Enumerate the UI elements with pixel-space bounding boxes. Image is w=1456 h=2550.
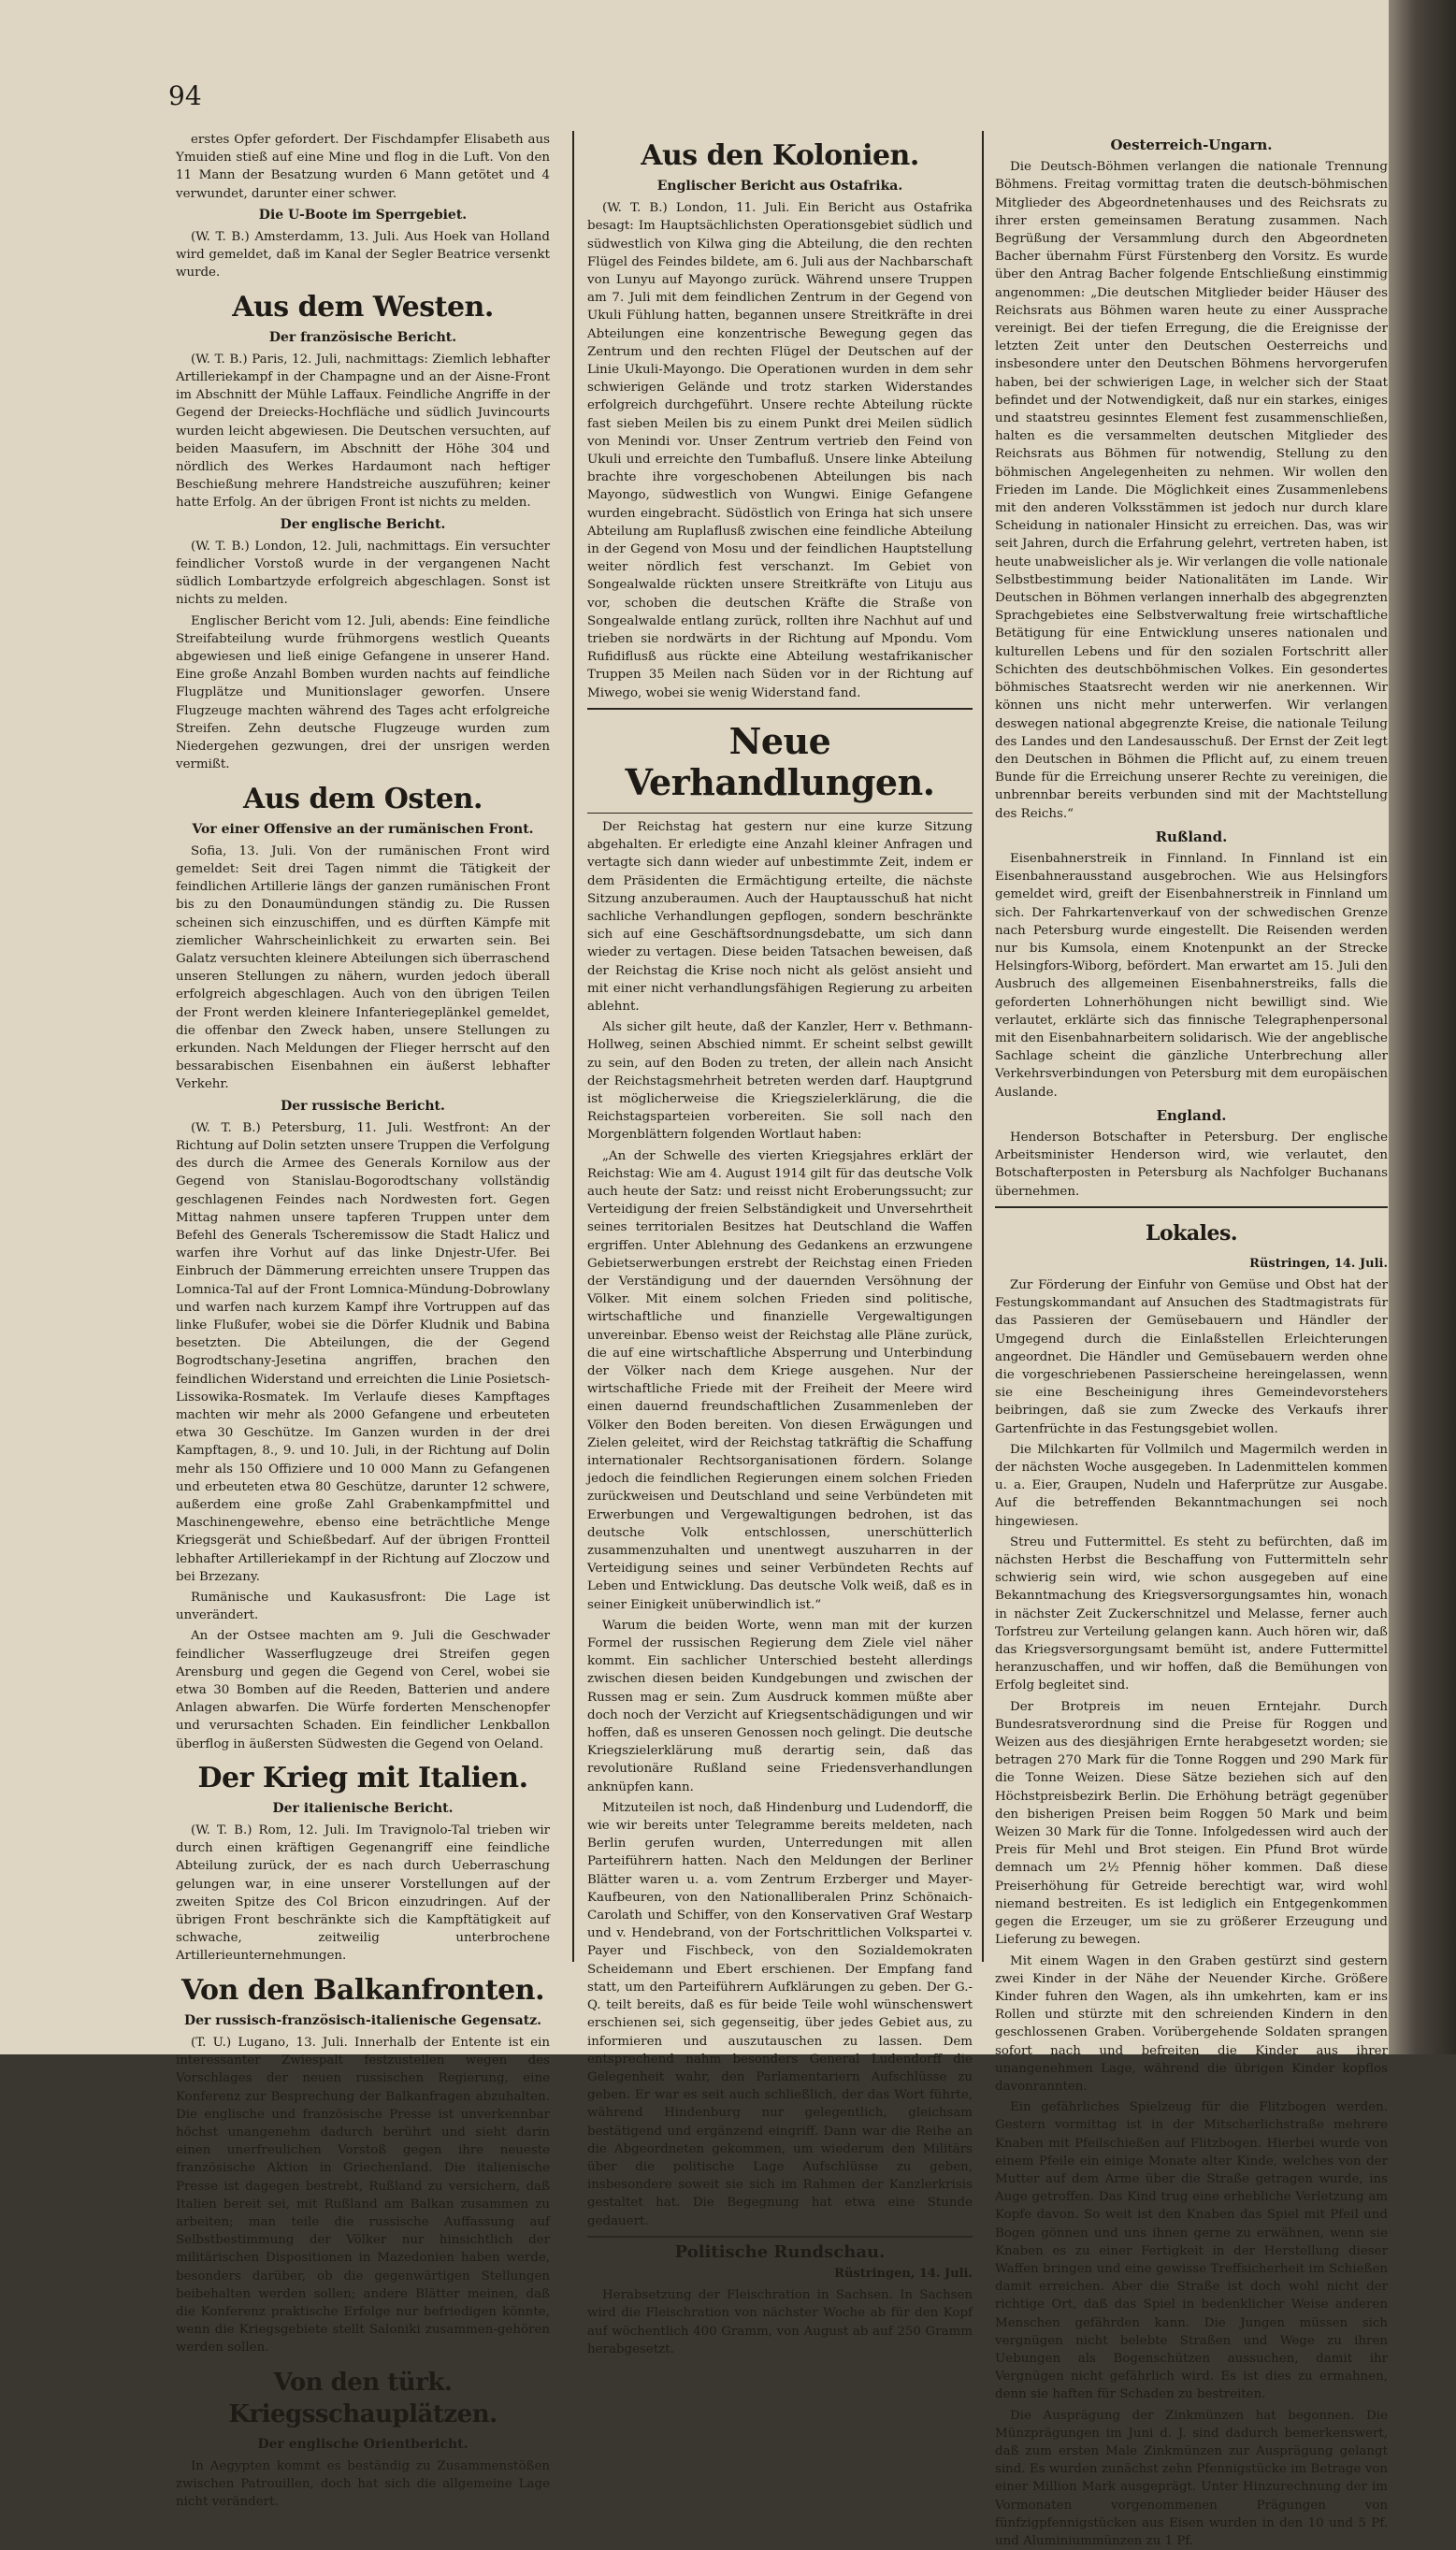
article-text: Die Ausprägung der Zinkmünzen hat begonnen. Die Münzprägungen im Juni d. J. sind dadurch bemerkenswert, daß zum ersten Male Zinkmünzen zur Ausprägung gelangt sind. Es wurden zunächst zehn Pfennigstücke im Betrage von einer Million Mark ausgeprägt. Unter Hinzurechnung der im Vormonaten vorgenommenen Prägungen von fünfzigpfennigstücken aus Eisen wurden in den 10 und 5 Pf. und Aluminiummünzen zu 1 Pf. <box>995 2408 1388 2548</box>
section-rule <box>995 1206 1388 1208</box>
section-rule <box>587 708 973 710</box>
book-binding <box>1389 0 1456 2054</box>
article-text: erstes Opfer gefordert. Der Fischdampfer Elisabeth aus Ymuiden stieß auf eine Mine und flog in die Luft. Von den 11 Mann der Besatzung wurden 6 Mann getötet und 4 verwundet, darunter einer schwer. <box>176 133 550 201</box>
section-title-lokales: Lokales. <box>1145 1220 1238 1246</box>
subheading: Der russische Bericht. <box>281 1098 445 1114</box>
subheading: Der französische Bericht. <box>268 329 457 345</box>
article-text: (W. T. B.) London, 11. Juli. Ein Bericht aus Ostafrika besagt: Im Hauptsächlichsten Operationsgebiet südlich und südwestlich von Kilwa ging die Abteilung, die den rechten Flügel des Feindes bildete, am 6. Juli aus der Nachbarschaft von Lunyu auf Mayongo zurück. Während unsere Truppen am 7. Juli mit dem feindlichen Zentrum in der Gegend von Ukuli Fühlung hatten, begannen unsere Streitkräfte in drei Abteilungen eine konzentrische Bewegung gegen das Zentrum und den rechten Flügel der Deutschen auf der Linie Ukuli-Mayongo. Die Operationen wurden in dem sehr schwierigen Gelände und trotz starken Widerstandes erfolgreich durchgeführt. Unsere rechte Abteilung rückte fast sieben Meilen bis zu einem Punkt drei Meilen südlich von Menindi vor. Unser Zentrum vertrieb den Feind von Ukuli und erreichte den Tumbafluß. Unsere linke Abteilung brachte ihre vorgeschobenen Abteilungen bis nach Mayongo, südwestlich von Wungwi. Einige Gefangene wurden eingebracht. Südöstlich von Eringa hat sich unsere Abteilung am Ruplaflusß zwischen eine feindliche Abteilung in der Gegend von Mosu und der feindlichen Hauptstellung weiter nördlich fest verschanzt. Im Gebiet von Songealwalde rückten unsere Streitkräfte von Lituju aus vor, schoben die deutschen Kräfte die Straße von Songealwalde entlang zurück, rollten ihre Nachhut auf und trieben sie nordwärts in der Richtung auf Mpondu. Vom Rufidiflusß aus rückte eine Abteilung westafrikanischer Truppen 35 Meilen nach Süden vor in der Richtung auf Miwego, wobei sie wenig Widerstand fand. <box>587 201 973 700</box>
article-text: (T. U.) Lugano, 13. Juli. Innerhalb der Entente ist ein interessanter Zwiespalt festzustellen wegen des Vorschlages der neuen russischen Regierung, eine Konferenz zur Besprechung der Balkanfragen abzuhalten. Die englische und französische Presse ist unverkennbar höchst unangenehm dadurch berührt und sieht darin einen unerfreulichen Vorstoß gegen ihre neueste französische Aktion in Griechenland. Die italienische Presse ist dagegen bestrebt, Rußland zu versichern, daß Italien bereit sei, mit Rußland am Balkan zusammen zu arbeiten; man teile die russische Auffassung auf Selbstbestimmung der Völker nur hinsichtlich der militärischen Dispositionen in Mazedonien haben werde, besonders darüber, ob die gegenwärtigen Stellungen beibehalten werden sollen; andere Blätter meinen, daß die Konferenz praktische Erfolge nur befriedigen könnte, wenn die Kriegsgebiete stellt Saloniki zusammen-gehören werden sollen. <box>176 2035 550 2356</box>
page-number: 94 <box>168 80 202 111</box>
article-text: Zur Förderung der Einfuhr von Gemüse und Obst hat der Festungskommandant auf Ansuchen des Stadtmagistrats für das Passieren der Gemüsebauern und Händler der Umgegend durch die Einlaßstellen Erleichterungen angeordnet. Die Händler und Gemüsebauern werden ohne die vorgeschriebenen Passierscheine hereingelassen, wenn sie eine Bescheinigung ihres Gemeindevorstehers beibringen, daß sie zum Zwecke des Verkaufs ihrer Gartenfrüchte in das Festungsgebiet wollen. <box>995 1277 1388 1436</box>
article-text: (W. T. B.) London, 12. Juli, nachmittags. Ein versuchter feindlicher Vorstoß wurde in der vergangenen Nacht südlich Lombartzyde erfolgreich abgeschlagen. Sonst ist nichts zu melden. <box>176 539 550 608</box>
section-title-westen: Aus dem Westen. <box>232 290 494 324</box>
column-middle <box>587 131 973 2356</box>
column-divider <box>572 131 574 1962</box>
article-text: Ein gefährliches Spielzeug für die Flitzbogen werden. Gestern vormittag ist in der Mitscherlichstraße mehrere Knaben mit Pfeilschießen auf Flitzbogen. Hierbei wurde von einem Pfeile ein einige Monate alter Kinde, welches von der Mutter auf dem Arme über die Straße getragen wurde, ins Auge getroffen. Das Kind trug eine erhebliche Verletzung am Kopfe davon. So weit ist den Knaben das Spiel mit Pfeil und Bogen gönnen und uns ihnen gerne zu erwähnen, wenn sie Knaben es zu einer Fertigkeit in der Herstellung dieser Waffen bringen und eine gewisse Treffsicherheit im Schießen damit erreichen. Aber die Straße ist doch wohl nicht der richtige Ort, daß das Spiel in bedenklicher Weise anderen Menschen gefährden kann. Die Jungen müssen sich vergnügen nicht belebte Straßen und Wege zu ihren Uebungen als Bogenschützen aussuchen, damit ihr Vergnügen nicht gefährlich wird. Es ist dies zu ermahnen, denn sie haften für Schaden zu bestreiten. <box>995 2100 1388 2402</box>
section-rule <box>587 2236 973 2238</box>
section-title-tuerk: Von den türk. Kriegsschauplätzen. <box>228 2368 497 2428</box>
article-text: Englischer Bericht vom 12. Juli, abends: Eine feindliche Streifabteilung wurde frühmorgens westlich Queants abgewiesen und ließ einige Gefangene in unserer Hand. Eine große Anzahl Bomben wurden nachts auf feindliche Flugplätze und Munitionslager geworfen. Unsere Flugzeuge machten während des Tages acht erfolgreiche Streifen. Zehn deutsche Flugzeuge wurden zum Niedergehen gezwungen, drei der unsrigen werden vermißt. <box>176 613 550 772</box>
section-title-osten: Aus dem Osten. <box>243 782 483 815</box>
article-text: In Aegypten kommt es beständig zu Zusammenstößen zwischen Patrouillen, doch hat sich die allgemeine Lage nicht verändert. <box>176 2458 550 2510</box>
subheading: Der englische Bericht. <box>280 516 446 532</box>
article-text: Streu und Futtermittel. Es steht zu befürchten, daß im nächsten Herbst die Beschaffung von Futtermitteln sehr schwierig sein wird, wie schon ausgegeben auf eine Bekanntmachung des Kriegsversorgungsamtes hin, wonach in nächster Zeit Zuckerschnitzel und Melasse, ferner auch Torfstreu zur Verteilung gelangen kann. Auch hören wir, daß das Kriegsversorgungsamt bemüht ist, andere Futtermittel heranzuschaffen, und wir hoffen, daß die Bemühungen von Erfolg begleitet sind. <box>995 1534 1388 1693</box>
article-text: (W. T. B.) Petersburg, 11. Juli. Westfront: An der Richtung auf Dolin setzten unsere Truppen die Verfolgung des durch die Armee des Generals Kornilow aus der Gegend von Stanislau-Bogorodtschany vollständig geschlagenen Feindes nach Nordwesten fort. Gegen Mittag nahmen unsere tapferen Truppen unter dem Befehl des Generals Tscheremissow die Stadt Halicz und warfen ihre Vorhut auf das linke Dnjestr-Ufer. Bei Einbruch der Dämmerung erreichten unsere Truppen das Lomnica-Tal auf der Front Lomnica-Mündung-Dobrowlany und warfen nach kurzem Kampf ihre Vortruppen auf das linke Flußufer, wobei sie die Dörfer Kludnik und Babina besetzten. Die Abteilungen, die der Gegend Bogrodtschany-Jesetina angriffen, brachen den feindlichen Widerstand und erreichten die Linie Posietsch-Lissowika-Rosmatek. Im Verlaufe dieses Kampftages machten wir mehr als 2000 Gefangene und erbeuteten etwa 30 Geschütze. Im Ganzen wurden in der drei Kampftagen, 8., 9. und 10. Juli, in der Richtung auf Dolin mehr als 150 Offiziere und 10 000 Mann zu Gefangenen und erbeuteten etwa 80 Geschütze, darunter 12 schwere, außerdem eine große Zahl Grabenkampfmittel und Maschinengewehre, ebenso eine beträchtliche Menge Kriegsgerät und Schießbedarf. Auf der übrigen Frontteil lebhafter Artilleriekampf in der Richtung auf Zloczow und bei Brzezany. <box>176 1120 550 1584</box>
dateline: Rüstringen, 14. Juli. <box>834 2266 973 2281</box>
subheading: Der englische Orientbericht. <box>257 2436 469 2452</box>
article-text: Die Milchkarten für Vollmilch und Magermilch werden in der nächsten Woche ausgegeben. In Ladenmittelen kommen u. a. Eier, Graupen, Nudeln und Haferprütze zur Ausgabe. Auf die betreffenden Bekanntmachungen sei noch hingewiesen. <box>995 1442 1388 1529</box>
article-text: (W. T. B.) Rom, 12. Juli. Im Travignolo-Tal trieben wir durch einen kräftigen Gegenangriff eine feindliche Abteilung zurück, der es nach durch Ueberraschung gelungen war, in eine unserer Vorstellungen auf der zweiten Spitze des Col Bricon einzudringen. Auf der übrigen Front beschränkte sich die Kampftätigkeit auf schwache, zeitweilig unterbrochene Artillerieunternehmungen. <box>176 1823 550 1964</box>
section-title-kolonien: Aus den Kolonien. <box>641 139 919 172</box>
article-text: An der Ostsee machten am 9. Juli die Geschwader feindlicher Wasserflugzeuge drei Streifen gegen Arensburg und gegen die Gegend von Cerel, wobei sie etwa 30 Bomben auf die Reeden, Batterien und andere Anlagen abwarfen. Die Würfe forderten Menschenopfer und verursachten Schaden. Ein feindlicher Lenkballon überflog in äußersten Südwesten die Gegend von Oeland. <box>176 1629 550 1751</box>
article-text: Rumänische und Kaukasusfront: Die Lage ist unverändert. <box>176 1591 550 1623</box>
article-text: Mitzuteilen ist noch, daß Hindenburg und Ludendorff, die wie wir bereits unter Telegramme bereits meldeten, nach Berlin gerufen wurden, Unterredungen mit allen Parteiführern hatten. Nach den Meldungen der Berliner Blätter waren u. a. vom Zentrum Erzberger und Mayer-Kaufbeuren, von den Nationalliberalen Prinz Schönaich-Carolath und Schiffer, von den Konservativen Graf Westarp und v. Hendebrand, von der Fortschrittlichen Volkspartei v. Payer und Fischbeck, von den Sozialdemokraten Scheidemann und Ebert erschienen. Der Empfang fand statt, um den Parteiführern Aufklärungen zu geben. Der G.-Q. teilt bereits, daß es für beide Teile wohl wünschenswert erschienen sei, sich gegenseitig, über jedes Gebiet aus, zu informieren und auszutauschen zu lassen. Dem entsprechend nahm besonders General Ludendorff die Gelegenheit wahr, den Parlamentariern Aufschlüsse zu geben. Er war es seit auch schließlich, der das Wort führte, während Hindenburg nur gelegentlich, gleichsam bestätigend und ergänzend eingriff. Dann war die Reihe an die Abgeordneten gekommen, um wiederum den Militärs über die politische Lage Aufschlüsse zu geben, insbesondere soweit sie sich im Rahmen der Kanzlerkrisis gestaltet hat. Die Begegnung hat etwa eine Stunde gedauert. <box>587 1800 973 2228</box>
section-title-oesterreich: Oesterreich-Ungarn. <box>1110 137 1273 153</box>
subheading: Rußland. <box>1155 828 1228 845</box>
section-title-balkan: Von den Balkanfronten. <box>180 1973 545 2007</box>
column-right <box>995 131 1388 2548</box>
section-title-italien: Der Krieg mit Italien. <box>197 1761 528 1794</box>
subheading: Vor einer Offensive an der rumänischen Front. <box>192 821 534 837</box>
subheading: Die U-Boote im Sperrgebiet. <box>258 207 468 223</box>
quote-text: „An der Schwelle des vierten Kriegsjahres erklärt der Reichstag: Wie am 4. August 1914 gilt für das deutsche Volk auch heute der Satz: und reisst nicht Eroberungssucht; zur Verteidigung der freien Selbständigkeit und Unversehrtheit seines territorialen Besitzes hat Deutschland die Waffen ergriffen. Unter Ablehnung des Gedankens an erzwungene Gebietserwerbungen erstrebt der Reichstag einen Frieden der Verständigung und der dauernden Versöhnung der Völker. Mit einem solchen Frieden sind politische, wirtschaftliche und finanzielle Vergewaltigungen unvereinbar. Ebenso weist der Reichstag alle Pläne zurück, die auf eine wirtschaftliche Absperrung und Unterbindung der Völker nach dem Kriege ausgehen. Nur der wirtschaftliche Friede mit der Freiheit der Meere wird einen dauernd freundschaftlichen Zusammenleben der Völker den Boden bereiten. Von diesen Erwägungen und Zielen geleitet, wird der Reichstag tatkräftig die Schaffung internationaler Rechtsorganisationen fördern. Solange jedoch die feindlichen Regierungen einem solchen Frieden zurückweisen und Deutschland und seine Verbündeten mit Erwerbungen und Vergewaltigungen bedrohen, ist das deutsche Volk entschlossen, unerschütterlich zusammenzuhalten und unentwegt auszuharren in der Verteidigung seines und seiner Verbündeten Rechts auf Leben und Entwicklung. Das deutsche Volk weiß, daß es in seiner Einigkeit unüberwindlich ist.“ <box>587 1148 973 1612</box>
article-text: (W. T. B.) Paris, 12. Juli, nachmittags: Ziemlich lebhafter Artilleriekampf in der Champagne und an der Aisne-Front im Abschnitt der Mühle Laffaux. Feindliche Angriffe in der Gegend der Dreiecks-Hochfläche und südlich Juvincourts wurden leicht abgewiesen. Die Deutschen versuchten, auf beiden Maasufern, im Abschnitt der Höhe 304 und nördlich des Werkes Hardaumont nach heftiger Beschießung mehrere Handstreiche auszuführen; keiner hatte Erfolg. An der übrigen Front ist nichts zu melden. <box>176 352 550 511</box>
subheading: England. <box>1156 1106 1227 1124</box>
subheading: Englischer Bericht aus Ostafrika. <box>656 179 903 194</box>
article-text: Die Deutsch-Böhmen verlangen die nationale Trennung Böhmens. Freitag vormittag traten die deutsch-böhmischen Mitglieder des Abgeordnetenhauses und des Reichsrats zu ihrer ersten gemeinsamen Beratung zusammen. Nach Begrüßung der Versammlung durch den Abgeordneten Bacher übernahm Fürst Fürstenberg den Vorsitz. Es wurde über den Antrag Bacher folgende Entschließung einstimmig angenommen: „Die deutschen Mitglieder beider Häuser des Reichsrats aus Böhmen waren heute zu einer Aussprache vereinigt. Bei der tiefen Erregung, die die Ereignisse der letzten Zeit unter den Deutschen Oesterreichs und insbesondere unter den Deutschen Böhmens hervorgerufen haben, bei der schwierigen Lage, in welcher sich der Staat befindet und der Notwendigkeit, daß nur ein starkes, einiges und staatstreu gesinntes Element fest zusammenschließen, halten es die versammelten deutschen Mitglieder des Reichsrats aus Böhmen für notwendig, Stellung zu den böhmischen Angelegenheiten zu nehmen. Wir wollen den Frieden im Lande. Die Möglichkeit eines Zusammenlebens mit den anderen Volksstämmen ist jedoch nur durch klare Scheidung in nationaler Hinsicht zu erreichen. Das, was wir seit Jahren, durch die Erfahrung gelehrt, vertreten haben, ist heute unabweislicher als je. Wir verlangen die volle nationale Selbstbestimmung beider Nationalitäten im Lande. Wir Deutschen in Böhmen verlangen innerhalb des abgegrenzten Sprachgebietes eine Selbstverwaltung freie wirtschaftliche Betätigung für eine Entwicklung unseres nationalen und kulturellen Lebens und für den sozialen Fortschritt aller Schichten des deutschböhmischen Volkes. Ein gesondertes böhmisches Staatsrecht werden wir nie anerkennen. Wir können uns nicht mehr unterwerfen. Wir verlangen deswegen national abgegrenzte Kreise, die nationale Teilung des Landes und den Landesausschuß. Der Ernst der Zeit legt den Deutschen in Böhmen die Pflicht auf, zu einem treuen Bunde für die Erreichung unserer Rechte zu vereinigen, die unbrennbar bereits verbunden sind mit der Machtstellung des Reichs.“ <box>995 160 1388 821</box>
article-text: Als sicher gilt heute, daß der Kanzler, Herr v. Bethmann-Hollweg, seinen Abschied nimmt. Er scheint selbst gewillt zu sein, auf den Boden zu treten, der allein nach Ansicht der Reichstagsmehrheit betreten werden darf. Hauptgrund ist möglicherweise die Kriegszielerklärung, die die Reichstagsparteien vorbereiten. Sie soll nach den Morgenblättern folgenden Wortlaut haben: <box>587 1020 973 1143</box>
headline-verhandlungen: Neue Verhandlungen. <box>625 719 935 803</box>
article-text: (W. T. B.) Amsterdamm, 13. Juli. Aus Hoek van Holland wird gemeldet, daß im Kanal der Segler Beatrice versenkt wurde. <box>176 230 550 281</box>
subheading: Der russisch-französisch-italienische Gegensatz. <box>183 2012 542 2028</box>
dateline: Rüstringen, 14. Juli. <box>1249 1256 1388 1271</box>
article-text: Mit einem Wagen in den Graben gestürzt sind gestern zwei Kinder in der Nähe der Neuender Kirche. Größere Kinder fuhren den Wagen, als ihn umkehrten, kam er ins Rollen und stürzte mit den schreienden Kindern in den geschlossenen Graben. Vorübergehende Soldaten sprangen sofort nach und befreiten die Kinder aus ihrer unangenehmen Lage, während die übrigen Kinder kopflos davonrannten. <box>995 1953 1388 2094</box>
article-text: Sofia, 13. Juli. Von der rumänischen Front wird gemeldet: Seit drei Tagen nimmt die Tätigkeit der feindlichen Artillerie längs der ganzen rumänischen Front bis zu den Donaumündungen ständig zu. Die Russen scheinen sich einzuschiffen, und es dürften Kämpfe mit ziemlicher Wahrscheinlichkeit zu erwarten sein. Bei Galatz versuchten kleinere Abteilungen sich überraschend unseren Stellungen zu nähern, wurden jedoch überall erfolgreich abgeschlagen. Auch von den übrigen Teilen der Front werden kleinere Infanteriegeplänkel gemeldet, die offenbar den Zweck haben, unsere Stellungen zu erkunden. Nach Meldungen der Flieger herrscht auf den bessarabischen Eisenbahnen ein äußerst lebhafter Verkehr. <box>176 843 550 1092</box>
article-text: Der Brotpreis im neuen Erntejahr. Durch Bundesratsverordnung sind die Preise für Roggen und Weizen aus des diesjährigen Ernte herabgesetzt worden; sie betragen 270 Mark für die Tonne Roggen und 290 Mark für die Tonne Weizen. Diese Sätze beziehen sich auf den Höchstpreisbezirk Berlin. Die Erhöhung beträgt gegenüber den bisherigen Preisen beim Roggen 50 Mark und beim Weizen 30 Mark für die Tonne. Infolgedessen wird auch der Preis für Mehl und Brot steigen. Ein Pfund Brot würde demnach um 2½ Pfennig höher kommen. Daß diese Preiserhöhung für Getreide berechtigt war, wird wohl niemand bestreiten. Es ist lediglich ein Entgegenkommen gegen die Erzeuger, um sie zu größerer Erzeugung und Lieferung zu bewegen. <box>995 1699 1388 1948</box>
article-text: Der Reichstag hat gestern nur eine kurze Sitzung abgehalten. Er erledigte eine Anzahl kleiner Anfragen und vertagte sich dann wieder auf unbestimmte Zeit, indem er dem Präsidenten die Ermächtigung erteilte, die nächste Sitzung anzuberaumen. Auch der Hauptausschuß hat nicht sachliche Verhandlungen gepflogen, sondern beschränkte sich auf eine Geschäftsordnungsdebatte, um sich dann wieder zu vertagen. Diese beiden Tatsachen beweisen, daß der Reichstag die Krise noch nicht als gelöst ansieht und mit einer nicht verhandlungsfähigen Regierung zu arbeiten ablehnt. <box>587 819 973 1014</box>
column-divider <box>982 131 984 1962</box>
article-text: Eisenbahnerstreik in Finnland. In Finnland ist ein Eisenbahnerausstand ausgebrochen. Wie aus Helsingfors gemeldet wird, greift der Eisenbahnerstreik in Finnland um sich. Der Fahrkartenverkauf von der schwedischen Grenze nach Petersburg wurde eingestellt. Die Reisenden werden nur bis Kumsola, einem Knotenpunkt an der Strecke Helsingfors-Wiborg, befördert. Man erwartet am 15. Juli den Ausbruch des allgemeinen Eisenbahnerstreiks, falls die geforderten Lohnerhöhungen nicht bewilligt sind. Wie verlautet, erklärte sich das finnische Telegraphenpersonal mit den Eisenbahnarbeitern solidarisch. Wie der angeblische Sachlage scheint die gänzliche Unterbrechung aller Verkehrsverbindungen von Petersburg mit dem europäischen Auslande. <box>995 851 1388 1100</box>
section-title-rundschau: Politische Rundschau. <box>674 2241 886 2262</box>
column-left <box>176 131 550 2510</box>
subheading: Der italienische Bericht. <box>272 1800 454 1816</box>
article-text: Herabsetzung der Fleischration in Sachsen. In Sachsen wird die Fleischration von nächster Woche ab für den Kopf auf wöchentlich 400 Gramm, von August ab auf 250 Gramm herabgesetzt. <box>587 2288 973 2356</box>
section-rule <box>587 813 973 814</box>
article-text: Warum die beiden Worte, wenn man mit der kurzen Formel der russischen Regierung dem Ziele viel näher kommt. Ein sachlicher Unterschied besteht allerdings zwischen diesen beiden Kundgebungen und zwischen der Russen mag er sein. Zum Ausdruck kommen müßte aber doch noch der Verzicht auf Kriegsentschädigungen und wir hoffen, daß es unseren Genossen noch gelingt. Die deutsche Kriegszielerklärung muß derartig sein, daß das revolutionäre Rußland seine Friedensverhandlungen anknüpfen kann. <box>587 1618 973 1794</box>
article-text: Henderson Botschafter in Petersburg. Der englische Arbeitsminister Henderson wird, wie verlautet, den Botschafterposten in Petersburg als Nachfolger Buchanans übernehmen. <box>995 1130 1388 1199</box>
